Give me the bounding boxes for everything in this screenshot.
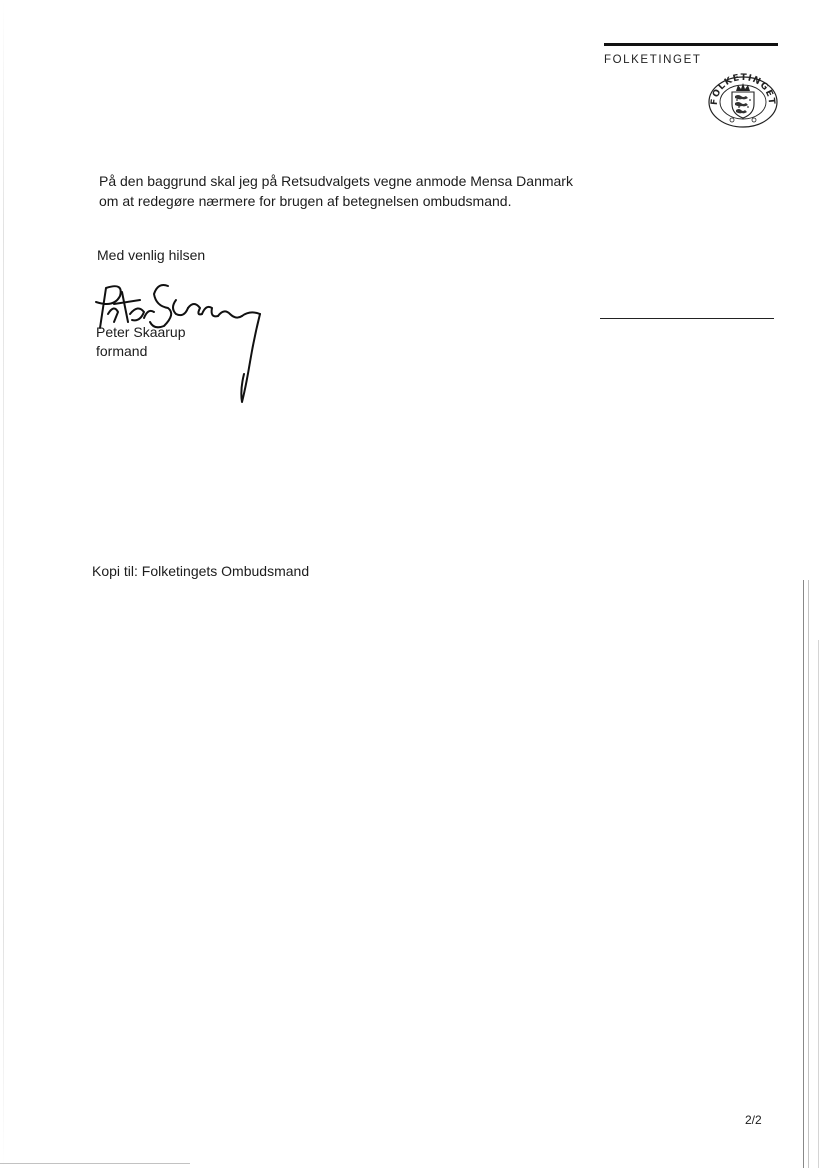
- scan-artifact-left: [3, 0, 4, 1168]
- header-rule: [604, 43, 778, 46]
- margin-rule: [600, 318, 774, 319]
- signer-title: formand: [96, 343, 148, 359]
- scan-artifact-bottom: [0, 1163, 190, 1164]
- body-line: om at redegøre nærmere for brugen af betegnelsen ombudsmand.: [99, 193, 512, 209]
- closing-phrase: Med venlig hilsen: [97, 247, 206, 263]
- scan-artifact-right: [818, 640, 819, 1168]
- signer-name: Peter Skaarup: [96, 324, 186, 340]
- organization-name: FOLKETINGET: [604, 54, 702, 66]
- scan-artifact-right: [808, 580, 809, 1168]
- scan-artifact-right: [803, 580, 804, 1168]
- seal-text: FOLKETINGET: [709, 72, 777, 106]
- body-paragraph: [99, 171, 579, 211]
- body-line: På den baggrund skal jeg på Retsudvalgets vegne anmode Mensa Danmark: [99, 173, 573, 189]
- copy-recipient-line: Kopi til: Folketingets Ombudsmand: [92, 563, 310, 579]
- seal-graphic: [706, 72, 780, 128]
- page-number: 2/2: [745, 1113, 762, 1127]
- parliament-seal-icon: [706, 72, 780, 128]
